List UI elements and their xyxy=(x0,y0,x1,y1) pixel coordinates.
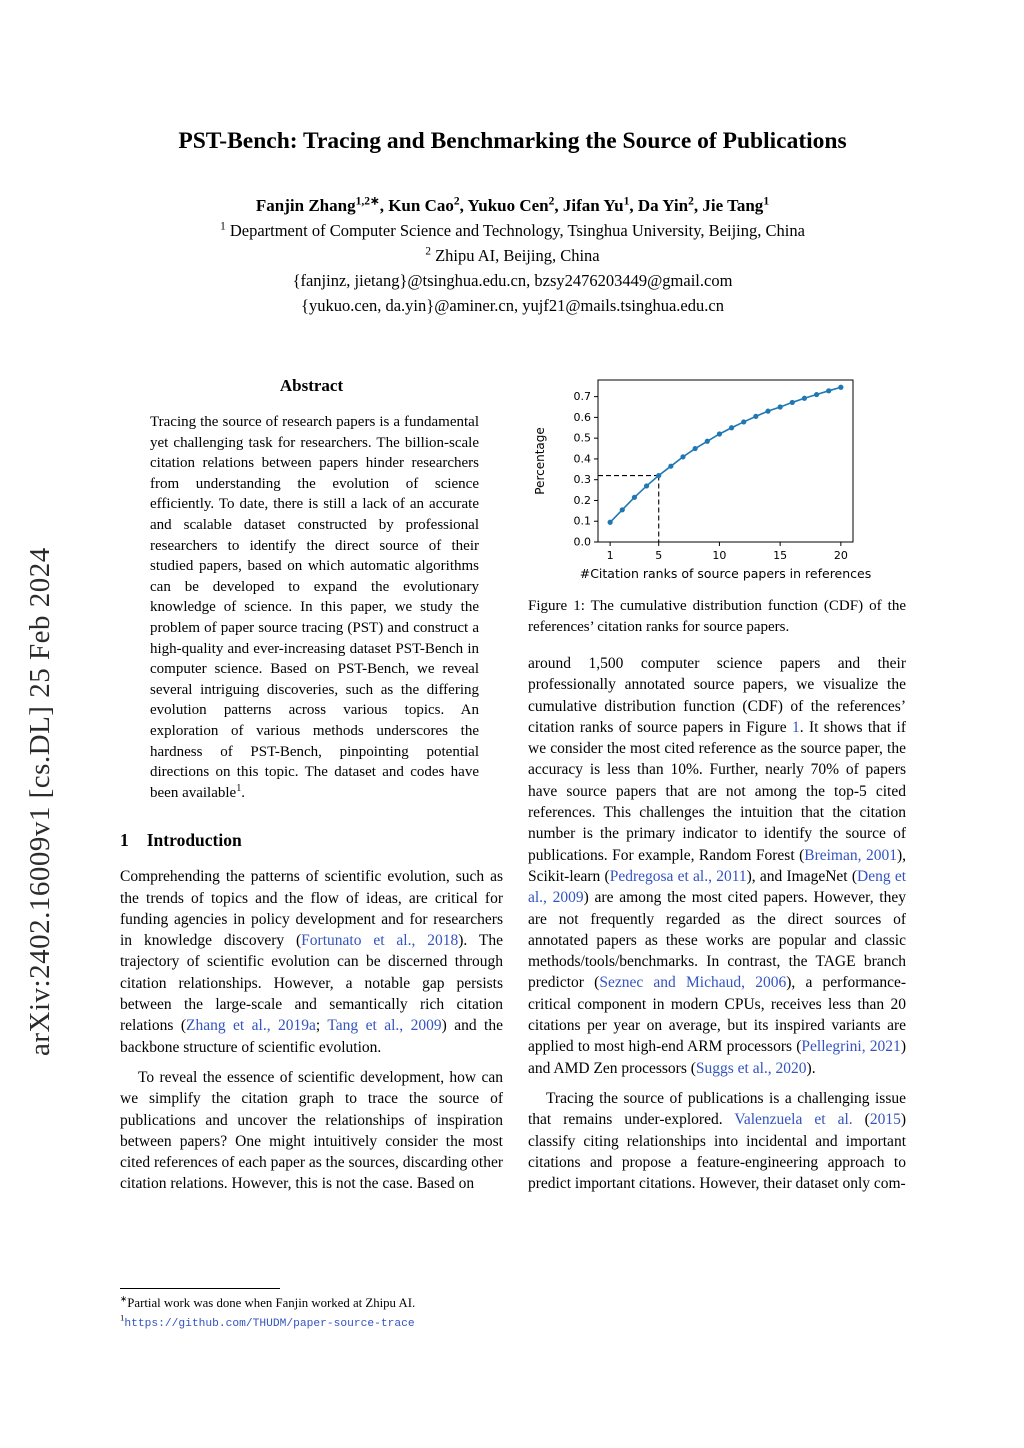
text-segment: , Yukuo Cen xyxy=(459,196,549,215)
left-column xyxy=(120,376,503,1204)
svg-text:0.5: 0.5 xyxy=(573,431,591,445)
paper-header xyxy=(110,128,915,318)
emails-line-2: {yukuo.cen, da.yin}@aminer.cn, yujf21@mails.tsinghua.edu.cn xyxy=(301,296,724,315)
text-segment: , Kun Cao xyxy=(379,196,454,215)
text-segment: , Jifan Yu xyxy=(554,196,624,215)
text-segment: To reveal the essence of scientific development, how can we simplify the citation graph to trace the source of publications and uncover the relationships of inspiration between papers? One might intuitively consider the most cited references of each paper as the sources, discarding other citation relations. However, this is not the case. Based on xyxy=(120,1068,504,1193)
citation-link[interactable]: Seznec and Michaud, 2006 xyxy=(599,974,787,992)
text-segment: 2 xyxy=(453,194,460,208)
text-segment: ). xyxy=(806,1059,816,1077)
svg-text:15: 15 xyxy=(773,549,788,562)
svg-text:0.2: 0.2 xyxy=(573,493,591,507)
text-segment: 2 xyxy=(688,194,694,208)
footnote-code-url xyxy=(120,1314,503,1333)
affiliation-1 xyxy=(110,218,915,243)
citation-link[interactable]: Pedregosa et al., 2011 xyxy=(609,867,747,885)
text-segment: 2 xyxy=(548,194,555,208)
footnote-block xyxy=(120,1288,503,1334)
emails-line-1: {fanjinz, jietang}@tsinghua.edu.cn, bzsy2476203449@gmail.com xyxy=(292,271,733,290)
affiliation-2 xyxy=(110,243,915,268)
abstract-heading: Abstract xyxy=(279,376,344,395)
citation-link[interactable]: Breiman, 2001 xyxy=(804,846,897,864)
text-segment: 1 xyxy=(623,194,630,208)
footnote-affiliation-note xyxy=(120,1295,503,1312)
text-segment: Zhipu AI, Beijing, China xyxy=(430,246,600,265)
text-segment: Partial work was done when Fanjin worked at Zhipu AI. xyxy=(127,1296,416,1310)
abstract-body xyxy=(150,412,479,803)
citation-link[interactable]: Suggs et al., 2020 xyxy=(695,1059,807,1077)
citation-link[interactable]: Pellegrini, 2021 xyxy=(801,1038,901,1056)
svg-text:#Citation ranks of source pape: #Citation ranks of source papers in references xyxy=(579,566,872,581)
text-segment: 1 xyxy=(236,782,242,794)
text-segment: 1 xyxy=(120,1312,125,1323)
citation-link[interactable]: Deng et al., 2009 xyxy=(528,867,907,907)
citation-link[interactable]: 2015 xyxy=(869,1111,901,1129)
text-segment: around 1,500 computer science papers and their professionally annotated source papers, we visualize the cumulative distribution function (CDF) of the references’ citation ranks of source papers in Figure xyxy=(528,655,906,736)
text-segment: ( xyxy=(852,1111,870,1129)
footnote-rule xyxy=(120,1288,280,1289)
svg-text:10: 10 xyxy=(712,549,727,562)
text-segment: ) classify citing relationships into incidental and important citations and propose a feature-engineering approach to predict important citations. However, their dataset only com- xyxy=(528,1111,906,1193)
text-segment: 1,2∗ xyxy=(355,194,380,208)
text-segment: Department of Computer Science and Technology, Tsinghua University, Beijing, China xyxy=(225,221,805,240)
text-segment: ). The trajectory of scientific evolution can be discerned through citation relationships. However, a notable gap persists between the large-scale and semantically rich citation relations ( xyxy=(120,932,503,1035)
text-segment: Fanjin Zhang xyxy=(255,196,356,215)
intro-paragraph-2 xyxy=(120,1067,503,1195)
text-segment: Tracing the source of research papers is a fundamental yet challenging task for researchers. The billion-scale citation relations between papers hinder researchers from understanding the evolution of science efficiently. To date, there is still a lack of an accurate and scalable dataset constructed by professional researchers to identify the direct source of their studied papers, based on which automatic algorithms can be developed to expand the evolutionary knowledge of science. In this paper, we study the problem of paper source tracing (PST) and construct a high-quality and ever-increasing dataset PST-Bench in computer science. Based on PST-Bench, we reveal several intriguing discoveries, such as the differing evolution patterns across various topics. An exploration of various methods underscores the hardness of PST-Bench, pinpointing potential directions on this topic. The dataset and codes have been available xyxy=(150,414,479,801)
text-segment: 2 xyxy=(425,245,431,258)
svg-text:0.1: 0.1 xyxy=(573,514,591,528)
citation-link[interactable]: Valenzuela et al. xyxy=(734,1111,853,1129)
svg-text:0.0: 0.0 xyxy=(573,535,591,549)
right-column xyxy=(528,370,906,1203)
text-segment: ; xyxy=(315,1017,328,1035)
figure-1-caption: Figure 1: The cumulative distribution function (CDF) of the references’ citation ranks for source papers. xyxy=(528,598,906,635)
body-paragraph-1 xyxy=(528,653,906,1079)
text-segment: . It shows that if we consider the most cited reference as the source paper, the accuracy is less than 10%. Further, nearly 70% of papers have source papers that are not among the top-5 cited references. This challenges the intuition that the citation number is the primary indicator to identify the source of publications. For example, Random Forest ( xyxy=(528,718,906,864)
footnote-url-link[interactable]: https://github.com/THUDM/paper-source-trace xyxy=(124,1317,415,1330)
svg-text:20: 20 xyxy=(833,549,848,562)
text-segment: ) are among the most cited papers. However, they are not frequently regarded as the direct sources of annotated papers as these works are popular and classic methods/tools/benchmarks. In contrast, the TAGE branch predictor ( xyxy=(528,889,906,992)
text-segment: ), a performance-critical component in modern CPUs, receives less than 20 citations per year on average, but its inspired variants are applied to most high-end ARM processors ( xyxy=(528,974,907,1056)
svg-text:0.7: 0.7 xyxy=(573,390,591,404)
text-segment: . xyxy=(241,784,246,801)
svg-text:0.6: 0.6 xyxy=(573,410,591,424)
body-paragraph-2 xyxy=(528,1088,906,1194)
text-segment: ), and ImageNet ( xyxy=(746,867,858,885)
svg-text:1: 1 xyxy=(606,549,614,562)
section-number: 1 xyxy=(120,830,129,851)
cdf-chart xyxy=(528,370,906,584)
svg-text:0.4: 0.4 xyxy=(573,452,591,466)
text-segment: ∗ xyxy=(120,1293,128,1304)
text-segment: 1 xyxy=(220,220,226,233)
svg-text:Percentage: Percentage xyxy=(533,427,547,495)
text-segment: ), Scikit-learn ( xyxy=(528,846,906,885)
figure-1 xyxy=(528,370,906,637)
citation-link[interactable]: Zhang et al., 2019a xyxy=(185,1017,316,1035)
citation-link[interactable]: Fortunato et al., 2018 xyxy=(301,932,459,950)
citation-link[interactable]: 1 xyxy=(791,718,800,736)
text-segment: ) and the backbone structure of scientific evolution. xyxy=(120,1017,503,1056)
text-segment: , Da Yin xyxy=(629,196,689,215)
arxiv-watermark: arXiv:2402.16009v1 [cs.DL] 25 Feb 2024 xyxy=(24,547,56,1056)
authors-line xyxy=(110,193,915,218)
text-segment: ) and AMD Zen processors ( xyxy=(528,1038,906,1077)
intro-paragraph-1 xyxy=(120,866,503,1058)
page-title: PST-Bench: Tracing and Benchmarking the Source of Publications xyxy=(178,128,847,154)
section-heading-introduction xyxy=(120,830,503,851)
citation-link[interactable]: Tang et al., 2009 xyxy=(327,1017,442,1035)
svg-text:0.3: 0.3 xyxy=(573,473,591,487)
text-segment: , Jie Tang xyxy=(693,196,764,215)
text-segment: 1 xyxy=(763,194,770,208)
text-segment: Tracing the source of publications is a challenging issue that remains under-explored. xyxy=(528,1089,906,1129)
svg-text:5: 5 xyxy=(655,549,663,562)
text-segment: Comprehending the patterns of scientific evolution, such as the trends of topics and the flow of ideas, are critical for funding agencies in policy development and for researchers in knowledge discovery ( xyxy=(120,868,503,950)
section-title: Introduction xyxy=(146,830,242,851)
